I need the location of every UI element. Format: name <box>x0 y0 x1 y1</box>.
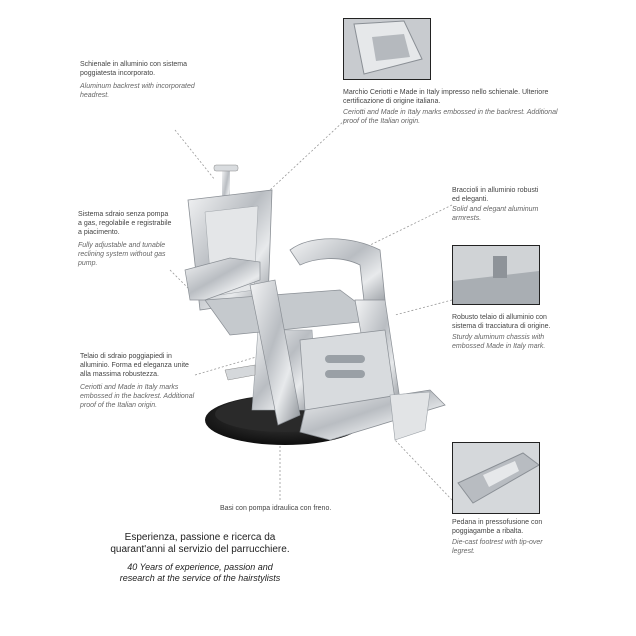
callout-legrest-frame-en: Ceriotti and Made in Italy marks embossed in the backrest. Additional proof of the Italian origin. <box>80 384 195 409</box>
callout-chassis <box>452 313 562 351</box>
inset-footrest-mark <box>452 442 540 514</box>
callout-legrest-frame-it: Telaio di sdraio poggiapiedi in alluminio. Forma ed eleganza unite alla massima robustezza. <box>80 353 189 378</box>
callout-base-it: Basi con pompa idraulica con freno. <box>220 505 332 512</box>
inset-backrest-mark <box>343 18 431 80</box>
callout-footrest <box>452 518 562 556</box>
callout-armrests <box>452 186 547 223</box>
callout-legrest-frame <box>80 352 198 410</box>
callout-recline <box>78 210 173 268</box>
callout-marchio-it: Marchio Ceriotti e Made in Italy impresso nello schienale. Ulteriore certificazione di origine italiana. <box>343 89 549 105</box>
inset-chassis-mark <box>452 245 540 305</box>
callout-recline-en: Fully adjustable and tunable reclining system without gas pump. <box>78 242 166 267</box>
callout-backrest <box>80 60 200 100</box>
tagline <box>110 532 290 584</box>
callout-chassis-en: Sturdy aluminum chassis with embossed Made in Italy mark. <box>452 334 546 350</box>
callout-backrest-it: Schienale in alluminio con sistema poggiatesta incorporato. <box>80 61 187 77</box>
tagline-italian: Esperienza, passione e ricerca da quarant'anni al servizio del parrucchiere. <box>110 532 290 555</box>
callout-armrests-it: Braccioli in alluminio robusti ed eleganti. <box>452 187 539 203</box>
callout-armrests-en: Solid and elegant aluminum armrests. <box>452 206 539 222</box>
callout-chassis-it: Robusto telaio di alluminio con sistema di tracciatura di origine. <box>452 314 551 330</box>
pump-pedal <box>225 365 255 380</box>
tagline-english: 40 Years of experience, passion and research at the service of the hairstylists <box>119 562 281 583</box>
callout-base <box>220 504 360 517</box>
callout-footrest-it: Pedana in pressofusione con poggiagambe a ribalta. <box>452 519 543 535</box>
callout-marchio-en: Ceriotti and Made in Italy marks embossed in the backrest. Additional proof of the Italian origin. <box>343 109 558 125</box>
callout-marchio <box>343 88 558 126</box>
callout-recline-it: Sistema sdraio senza pompa a gas, regolabile e registrabile a piacimento. <box>78 211 172 236</box>
callout-backrest-en: Aluminum backrest with incorporated headrest. <box>80 83 195 99</box>
callout-footrest-en: Die-cast footrest with tip-over legrest. <box>452 539 543 555</box>
